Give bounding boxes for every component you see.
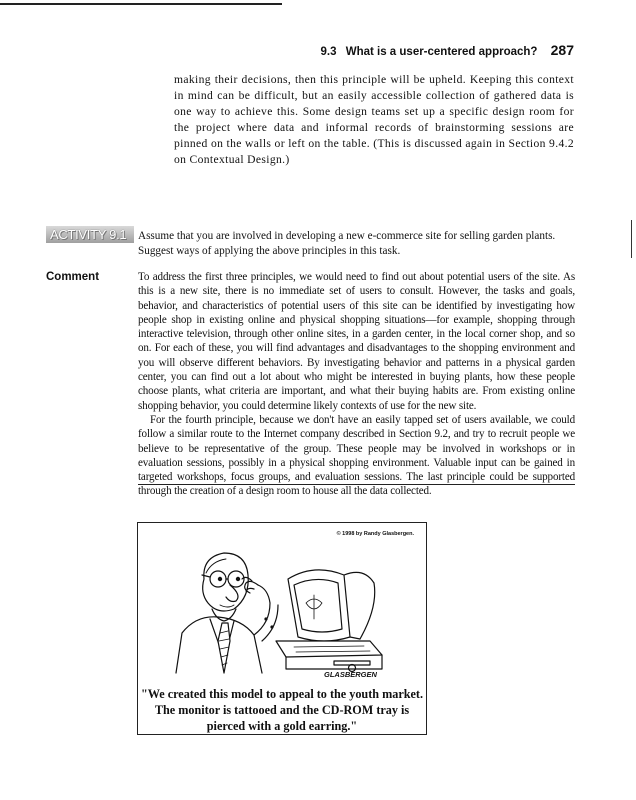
section-number: 9.3 (320, 46, 337, 58)
cartoon-caption: "We created this model to appeal to the youth market. The monitor is tattooed and the CD-ROM tray is pierced with a gold earring." (140, 687, 424, 733)
comment-label: Comment (46, 271, 100, 283)
running-head (300, 42, 574, 58)
cartoon-copyright: © 1998 by Randy Glasbergen. (336, 531, 414, 537)
section-end-rule (138, 484, 575, 485)
man-arm (254, 585, 270, 635)
computer-base (276, 641, 382, 657)
cartoon-figure (137, 522, 427, 735)
comment-paragraph: For the fourth principle, because we don't have an easily tapped set of users available, we could follow a similar route to the Internet company described in Section 9.2, and try to recruit people we believe to be representative of the group. These people may be involved in workshops or in evaluation sessions, possibly in a physical shopping environment. Valuable input can be gained in targeted workshops, focus groups, and evaluation sessions. The last principle could be supported through the creation of a design room to house all the data collected. (138, 413, 575, 498)
page-number: 287 (550, 42, 574, 58)
margin-bar (631, 220, 632, 258)
activity-badge: ACTIVITY 9.1 (46, 226, 134, 243)
top-rule (0, 3, 282, 5)
comment-paragraph: To address the first three principles, we would need to find out about potential users of the site. As this is a new site, there is no immediate set of users to consult. However, the tasks and goals, behavior, and characteristics of potential users of this site can be identified by investigating how people shop in existing online and physical shopping situations—for example, shopping through interactive television, through other online sites, in a garden center, in the local corner shop, and so on. For each of these, you will find advantages and disadvantages to the shopping environment and you will observe different behaviors. By investigating behavior and patterns in a physical garden center, you can find out a lot about who might be interested in buying plants, how these people choose plants, what criteria are important, and what their buying habits are. From existing online shopping behavior, you could determine likely contexts of use for the new site. (138, 271, 575, 412)
comment-body (138, 270, 575, 499)
activity-text: Assume that you are involved in developing a new e-commerce site for selling garden plants. Suggest ways of applying the above principles in this task. (138, 230, 556, 257)
intro-paragraph: making their decisions, then this principle will be upheld. Keeping this context in mind can be difficult, but an easily accessible collection of gathered data is one way to achieve this. Some design teams set up a specific design room for the project where data and informal records of brainstorming sessions are pinned on the walls or left on the table. (This is discussed again in Section 9.4.2 on Contextual Design.) (174, 73, 574, 166)
cartoon-signature: GLASBERGEN (324, 670, 377, 679)
cartoon-illustration (138, 523, 426, 683)
section-title: What is a user-centered approach? (345, 46, 538, 58)
